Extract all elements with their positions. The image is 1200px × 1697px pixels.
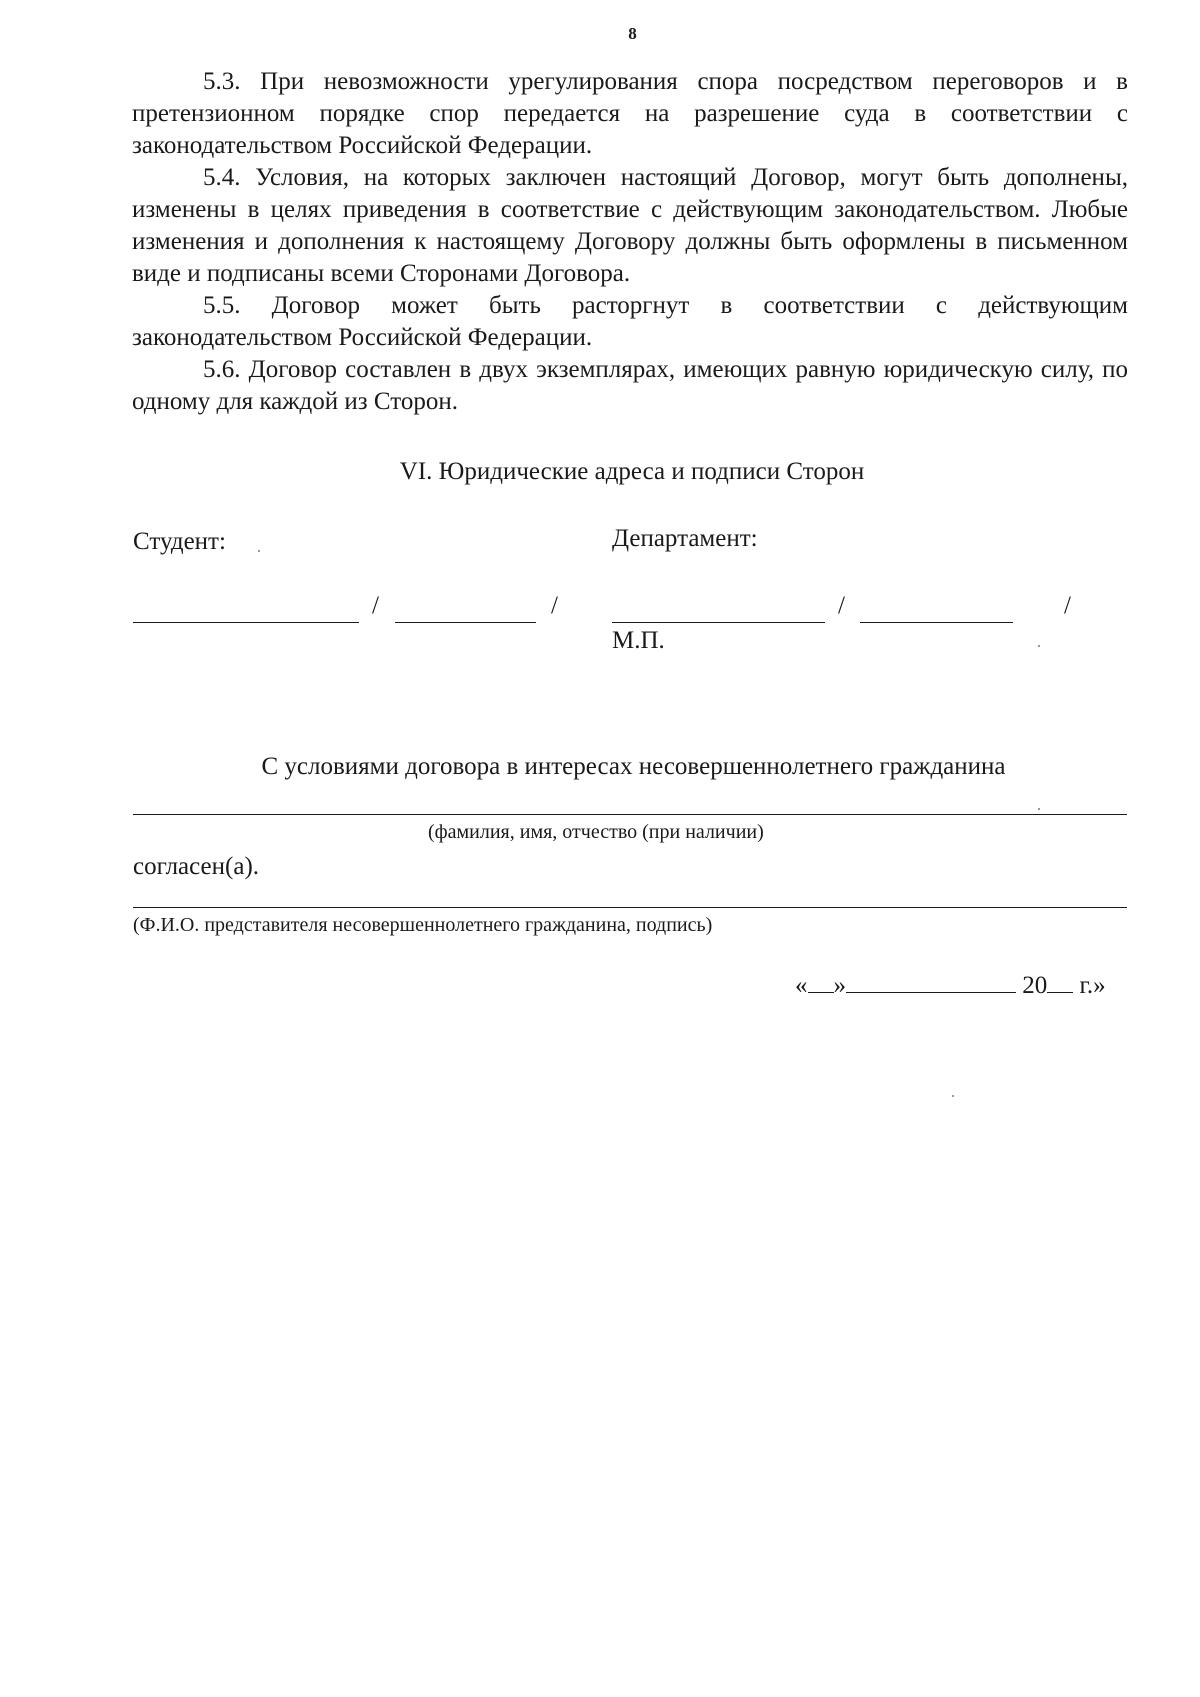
date-close-quote: » bbox=[833, 972, 846, 999]
student-name-line bbox=[395, 622, 536, 623]
representative-line bbox=[133, 907, 1127, 908]
clause-5-4: 5.4. Условия, на которых заключен настоящий Договор, могут быть дополнены, изменены в целях приведения в соответствие с действующим законодательством. Любые изменения и дополнения к настоящему Договору должны быть оформлены в письменном виде и подписаны всеми Сторонами Договора. bbox=[132, 164, 1128, 287]
year-blank bbox=[1047, 970, 1073, 993]
student-separator-1: / bbox=[372, 592, 379, 619]
stamp-label: М.П. bbox=[612, 627, 665, 654]
student-label: Студент: bbox=[133, 528, 226, 555]
year-prefix: 20 bbox=[1022, 972, 1048, 999]
year-suffix: г.» bbox=[1079, 972, 1106, 999]
representative-caption: (Ф.И.О. представителя несовершеннолетнего гражданина, подпись) bbox=[133, 914, 713, 936]
scan-speck bbox=[1038, 808, 1040, 810]
department-name-line bbox=[860, 622, 1013, 623]
section-heading: VI. Юридические адреса и подписи Сторон bbox=[399, 458, 865, 485]
department-signature-line bbox=[612, 622, 825, 623]
month-blank bbox=[846, 970, 1016, 993]
clause-5-5: 5.5. Договор может быть расторгнут в соответствии с действующим законодательством Российской Федерации. bbox=[132, 292, 1128, 351]
minor-name-line bbox=[133, 814, 1127, 815]
clause-5-3: 5.3. При невозможности урегулирования спора посредством переговоров и в претензионном порядке спор передается на разрешение суда в соответствии с законодательством Российской Федерации. bbox=[132, 68, 1128, 159]
student-signature-line bbox=[133, 622, 359, 623]
department-separator-2: / bbox=[1064, 592, 1071, 619]
clause-5-6: 5.6. Договор составлен в двух экземплярах, имеющих равную юридическую силу, по одному для каждой из Сторон. bbox=[132, 356, 1128, 415]
minor-name-caption: (фамилия, имя, отчество (при наличии) bbox=[428, 821, 764, 843]
date-field bbox=[795, 970, 1106, 1000]
consent-agreed: согласен(а). bbox=[133, 853, 260, 880]
day-blank bbox=[808, 970, 834, 993]
scan-speck bbox=[952, 1095, 954, 1097]
page-number: 8 bbox=[628, 24, 637, 43]
contract-terms bbox=[132, 66, 1128, 418]
scan-speck bbox=[1038, 645, 1040, 647]
date-open-quote: « bbox=[795, 972, 808, 999]
consent-text: С условиями договора в интересах несовершеннолетнего гражданина bbox=[261, 753, 1006, 780]
student-separator-2: / bbox=[551, 592, 558, 619]
scan-speck bbox=[258, 550, 260, 552]
department-separator-1: / bbox=[838, 592, 845, 619]
department-label: Департамент: bbox=[612, 525, 758, 552]
